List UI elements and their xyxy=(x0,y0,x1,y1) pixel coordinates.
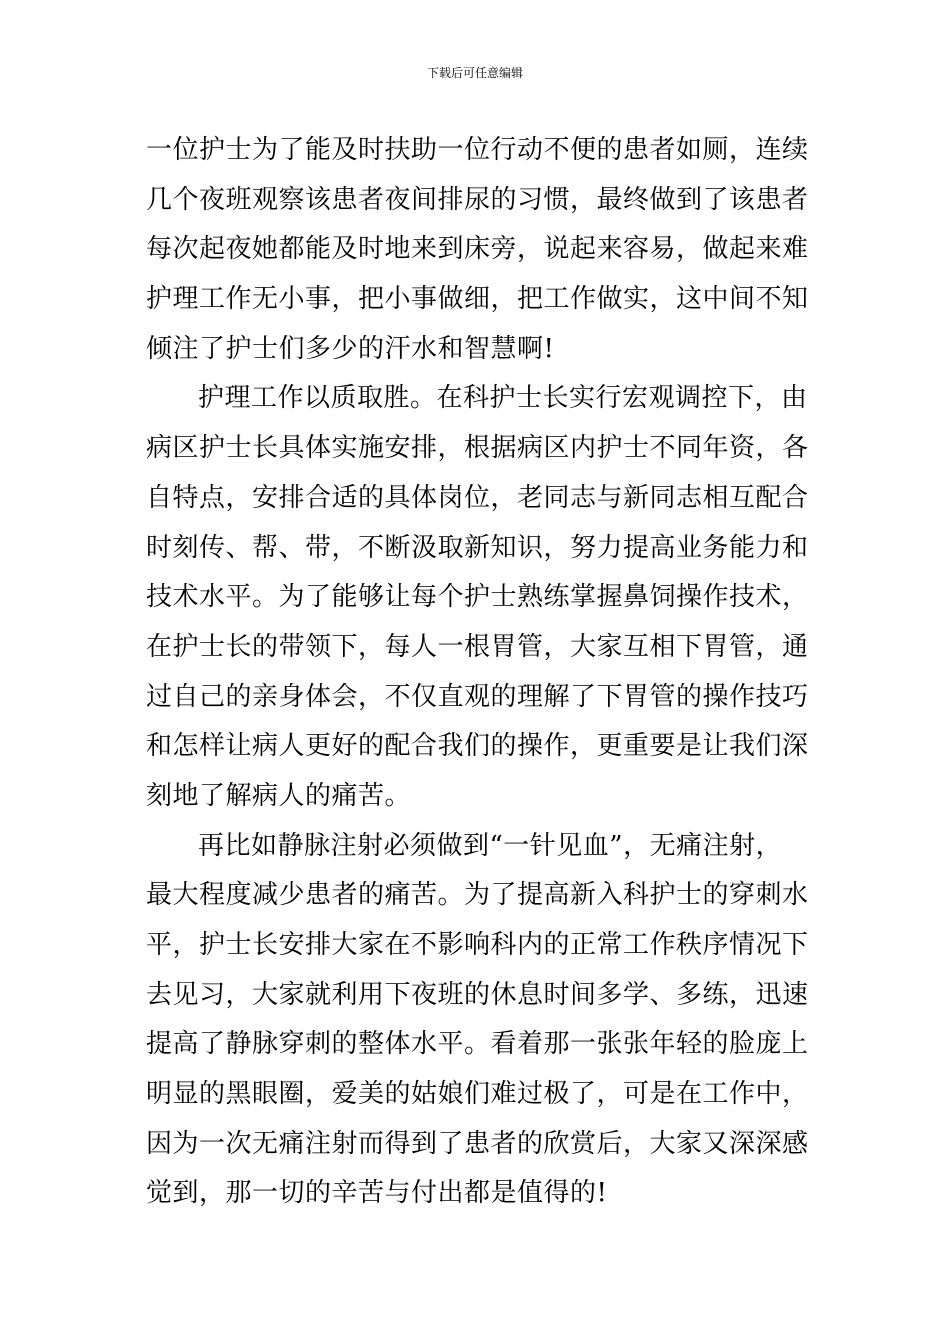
text-line: 自特点，安排合适的具体岗位，老同志与新同志相互配合 xyxy=(146,482,809,513)
document-body xyxy=(146,126,809,1219)
text-line: 几个夜班观察该患者夜间排尿的习惯，最终做到了该患者 xyxy=(146,184,809,215)
text-line: 明显的黑眼圈，爱美的姑娘们难过极了，可是在工作中， xyxy=(146,1079,809,1110)
text-line: 过自己的亲身体会，不仅直观的理解了下胃管的操作技巧 xyxy=(146,681,809,712)
paragraph-start-line: 护理工作以质取胜。在科护士长实行宏观调控下，由 xyxy=(198,383,808,414)
text-line: 在护士长的带领下，每人一根胃管，大家互相下胃管，通 xyxy=(146,631,809,662)
page-header: 下载后可任意编辑 xyxy=(426,66,523,80)
text-line: 去见习，大家就利用下夜班的休息时间多学、多练，迅速 xyxy=(146,979,809,1010)
text-line: 觉到，那一切的辛苦与付出都是值得的! xyxy=(146,1178,608,1209)
text-line: 倾注了护士们多少的汗水和智慧啊! xyxy=(146,333,555,364)
text-line: 平，护士长安排大家在不影响科内的正常工作秩序情况下 xyxy=(146,930,809,960)
text-line: 每次起夜她都能及时地来到床旁，说起来容易，做起来难 xyxy=(146,234,809,265)
text-line: 最大程度减少患者的痛苦。为了提高新入科护士的穿刺水 xyxy=(146,880,809,911)
text-line: 因为一次无痛注射而得到了患者的欣赏后，大家又深深感 xyxy=(146,1128,809,1159)
text-line: 技术水平。为了能够让每个护士熟练掌握鼻饲操作技术， xyxy=(146,582,809,613)
text-line: 病区护士长具体实施安排，根据病区内护士不同年资，各 xyxy=(146,433,809,464)
text-line: 和怎样让病人更好的配合我们的操作，更重要是让我们深 xyxy=(146,731,809,762)
text-line: 时刻传、帮、带，不断汲取新知识，努力提高业务能力和 xyxy=(146,532,809,563)
paragraph-start-line: 再比如静脉注射必须做到“一针见血”，无痛注射， xyxy=(198,830,783,861)
text-line: 护理工作无小事，把小事做细，把工作做实，这中间不知 xyxy=(146,284,809,315)
text-line: 刻地了解病人的痛苦。 xyxy=(146,780,412,811)
text-line: 一位护士为了能及时扶助一位行动不便的患者如厕，连续 xyxy=(146,135,809,165)
text-line: 提高了静脉穿刺的整体水平。看着那一张张年轻的脸庞上 xyxy=(146,1029,809,1060)
